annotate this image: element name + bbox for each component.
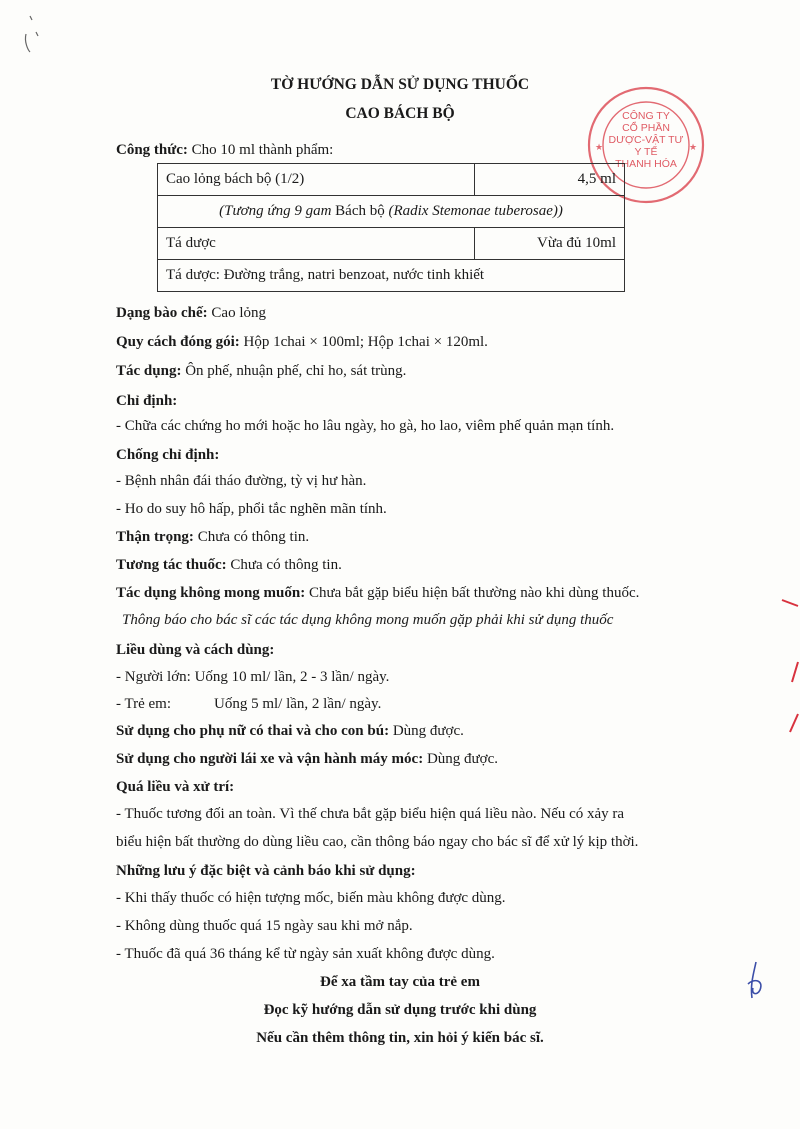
warning-item: - Khi thấy thuốc có hiện tượng mốc, biến màu không được dùng.: [116, 890, 506, 906]
signature-mark-icon: [742, 958, 772, 1006]
dosage-form: Dạng bào chế: Cao lỏng: [116, 305, 267, 321]
contraindication-item: - Ho do suy hô hấp, phổi tắc nghẽn mãn tính.: [116, 501, 387, 517]
side-effect-note: Thông báo cho bác sĩ các tác dụng không mong muốn gặp phải khi sử dụng thuốc: [122, 612, 614, 628]
pregnancy: Sử dụng cho phụ nữ có thai và cho con bú: Dùng được.: [116, 723, 464, 739]
overdose-text: - Thuốc tương đối an toàn. Vì thế chưa bắt gặp biểu hiện quá liều nào. Nếu có xảy ra: [116, 806, 625, 822]
ingredient-equivalent: (Tương ứng 9 gam Bách bộ (Radix Stemonae tuberosae)): [158, 196, 625, 228]
doc-subtitle: CAO BÁCH BỘ: [345, 105, 455, 122]
dose-child: - Trẻ em: Uống 5 ml/ lần, 2 lần/ ngày.: [116, 696, 382, 712]
formula-table: [157, 163, 625, 292]
driving: Sử dụng cho người lái xe và vận hành máy móc: Dùng được.: [116, 751, 499, 767]
indication-heading: Chỉ định:: [116, 393, 178, 409]
corner-mark-icon: [18, 12, 48, 58]
formula-heading: Công thức: Cho 10 ml thành phẩm:: [116, 142, 334, 158]
ingredient-amount: 4,5 ml: [475, 164, 625, 196]
svg-text:★: ★: [595, 143, 604, 153]
excipient-amount: Vừa đủ 10ml: [475, 228, 625, 260]
warning-item: - Không dùng thuốc quá 15 ngày sau khi mở nắp.: [116, 918, 413, 934]
footer-line: Để xa tầm tay của trẻ em: [320, 974, 480, 990]
contraindication-heading: Chống chỉ định:: [116, 447, 220, 463]
overdose-heading: Quá liều và xử trí:: [116, 779, 235, 795]
overdose-text: biểu hiện bất thường do dùng liều cao, cần thông báo ngay cho bác sĩ để xử lý kịp thời.: [116, 834, 639, 850]
effect: Tác dụng: Ôn phế, nhuận phế, chỉ ho, sát trùng.: [116, 363, 407, 379]
table-row: [158, 228, 625, 260]
contraindication-item: - Bệnh nhân đái tháo đường, tỳ vị hư hàn.: [116, 473, 367, 489]
table-row: [158, 196, 625, 228]
dose-adult: - Người lớn: Uống 10 ml/ lần, 2 - 3 lần/ ngày.: [116, 669, 390, 685]
svg-text:★: ★: [689, 143, 698, 153]
excipient-list: Tá dược: Đường trắng, natri benzoat, nước tinh khiết: [158, 260, 625, 292]
table-row: [158, 260, 625, 292]
warning-heading: Những lưu ý đặc biệt và cảnh báo khi sử dụng:: [116, 863, 416, 879]
footer-line: Đọc kỹ hướng dẫn sử dụng trước khi dùng: [263, 1002, 537, 1018]
footer-line: Nếu cần thêm thông tin, xin hỏi ý kiến bác sĩ.: [256, 1030, 544, 1046]
table-row: [158, 164, 625, 196]
interaction: Tương tác thuốc: Chưa có thông tin.: [116, 557, 342, 573]
dose-heading: Liều dùng và cách dùng:: [116, 642, 275, 658]
edge-red-marks-icon: [778, 592, 800, 742]
warning-item: - Thuốc đã quá 36 tháng kể từ ngày sản xuất không được dùng.: [116, 946, 495, 962]
doc-title: TỜ HƯỚNG DẪN SỬ DỤNG THUỐC: [270, 76, 530, 93]
side-effect: Tác dụng không mong muốn: Chưa bắt gặp biểu hiện bất thường nào khi dùng thuốc.: [116, 585, 640, 601]
stamp-lettering: CÔNG TY CỔ PHẦN DƯỢC-VẬT TƯ Y TẾ THANH HÓA: [608, 110, 684, 170]
packing: Quy cách đóng gói: Hộp 1chai × 100ml; Hộp 1chai × 120ml.: [116, 334, 488, 350]
ingredient-name: Cao lỏng bách bộ (1/2): [158, 164, 475, 196]
caution: Thận trọng: Chưa có thông tin.: [116, 529, 310, 545]
indication-item: - Chữa các chứng ho mới hoặc ho lâu ngày, ho gà, ho lao, viêm phế quản mạn tính.: [116, 418, 615, 434]
excipient-name: Tá dược: [158, 228, 475, 260]
